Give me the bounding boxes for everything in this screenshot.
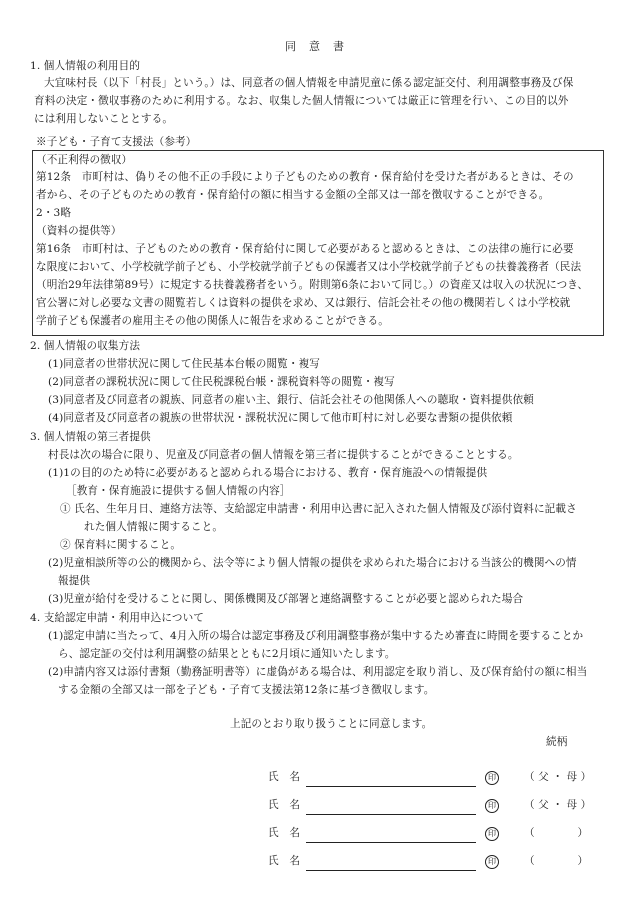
seal-mark-icon: 印 bbox=[485, 855, 499, 869]
reference-line: （不正利得の徴収） bbox=[36, 154, 133, 166]
reference-line: 者から、その子どものための教育・保育給付の額に相当する金額の全部又は一部を徴収することができる。 bbox=[36, 189, 550, 201]
reference-line: 学前子ども保護者の雇用主その他の関係人に報告を求めることができる。 bbox=[36, 315, 389, 327]
third-party-item: 報提供 bbox=[58, 575, 91, 587]
third-party-subitem: れた個人情報に関すること。 bbox=[84, 521, 224, 533]
signature-line[interactable] bbox=[306, 870, 476, 871]
reference-line: 2・3略 bbox=[36, 207, 72, 219]
reference-line: （資料の提供等） bbox=[36, 225, 122, 237]
reference-line: （明治29年法律第89号）に規定する扶養義務者をいう。附則第6条において同じ。）の資産又は収入の状況につき、 bbox=[36, 279, 589, 291]
collection-method-item: (3)同意者及び同意者の親族、同意者の雇い主、銀行、信託会社その他関係人への聴取・資料提供依頼 bbox=[48, 394, 534, 406]
application-note-line: する金額の全部又は一部を子ども・子育て支援法第12条に基づき徴収します。 bbox=[58, 684, 435, 696]
application-note-line: ら、認定証の交付は利用調整の結果とともに2月頃に通知いたします。 bbox=[58, 648, 396, 660]
signature-name-label: 氏 名 bbox=[268, 855, 301, 867]
section-1-text-line: 大宜味村長（以下「村長」という。）は、同意者の個人情報を申請児童に係る認定証交付、利用調整事務及び保 bbox=[44, 77, 574, 89]
seal-mark-icon: 印 bbox=[485, 771, 499, 785]
seal-mark-icon: 印 bbox=[485, 827, 499, 841]
third-party-item: (2)児童相談所等の公的機関から、法令等により個人情報の提供を求められた場合における当該公的機関への情 bbox=[48, 557, 577, 569]
signature-name-label: 氏 名 bbox=[268, 799, 301, 811]
signature-line[interactable] bbox=[306, 842, 476, 843]
signature-name-label: 氏 名 bbox=[268, 827, 301, 839]
third-party-subitem: ① 氏名、生年月日、連絡方法等、支給認定申請書・利用申込書に記入された個人情報及び添付資料に記載さ bbox=[60, 503, 577, 515]
section-3-intro: 村長は次の場合に限り、児童及び同意者の個人情報を第三者に提供することができることとする。 bbox=[48, 449, 519, 461]
relation-blank[interactable]: （ ） bbox=[524, 827, 589, 839]
document-title: 同 意 書 bbox=[285, 40, 345, 53]
collection-method-item: (4)同意者及び同意者の親族の世帯状況・課税状況に関して他市町村に対し必要な書類の提供依頼 bbox=[48, 412, 513, 424]
reference-line: 第16条 市町村は、子どものための教育・保育給付に関して必要があると認めるときは、この法律の施行に必要 bbox=[36, 243, 574, 255]
relation-parent-choice[interactable]: （ 父 ・ 母 ） bbox=[524, 771, 592, 783]
third-party-subitem: ② 保育料に関すること。 bbox=[60, 539, 182, 551]
reference-line: 官公署に対し必要な文書の閲覧若しくは資料の提供を求め、又は銀行、信託会社その他の機関若しくは小学校就 bbox=[36, 297, 571, 309]
relation-blank[interactable]: （ ） bbox=[524, 855, 589, 867]
section-1-heading: 1. 個人情報の利用目的 bbox=[30, 60, 141, 72]
application-note-line: (1)認定申請に当たって、4月入所の場合は認定事務及び利用調整事務が集中するため審査に時間を要することか bbox=[48, 630, 584, 642]
consent-statement: 上記のとおり取り扱うことに同意します。 bbox=[230, 718, 433, 730]
application-note-line: (2)申請内容又は添付書類（勤務証明書等）に虚偽がある場合は、利用認定を取り消し、及び保育給付の額に相当 bbox=[48, 666, 588, 678]
signature-line[interactable] bbox=[306, 786, 476, 787]
section-2-heading: 2. 個人情報の収集方法 bbox=[30, 340, 141, 352]
third-party-item: (1)1の目的のため特に必要があると認められる場合における、教育・保育施設への情報提供 bbox=[48, 467, 488, 479]
seal-mark-icon: 印 bbox=[485, 799, 499, 813]
relation-header: 続柄 bbox=[546, 736, 568, 748]
collection-method-item: (2)同意者の課税状況に関して住民税課税台帳・課税資料等の閲覧・複写 bbox=[48, 376, 395, 388]
third-party-item: (3)児童が給付を受けることに関し、関係機関及び部署と連絡調整することが必要と認められた場合 bbox=[48, 593, 524, 605]
collection-method-item: (1)同意者の世帯状況に関して住民基本台帳の閲覧・複写 bbox=[48, 358, 320, 370]
reference-line: ※子ども・子育て支援法（参考） bbox=[36, 136, 197, 148]
section-1-text-line: には利用しないこととする。 bbox=[34, 113, 174, 125]
section-1-text-line: 育料の決定・徴収事務のために利用する。なお、収集した個人情報については厳正に管理を行い、この目的以外 bbox=[34, 95, 569, 107]
signature-line[interactable] bbox=[306, 814, 476, 815]
third-party-subheading: ［教育・保育施設に提供する個人情報の内容］ bbox=[66, 485, 291, 497]
signature-name-label: 氏 名 bbox=[268, 771, 301, 783]
reference-line: 第12条 市町村は、偽りその他不正の手段により子どものための教育・保育給付を受けた者があるときは、その bbox=[36, 171, 574, 183]
section-3-heading: 3. 個人情報の第三者提供 bbox=[30, 431, 151, 443]
reference-line: な限度において、小学校就学前子ども、小学校就学前子どもの保護者又は小学校就学前子どもの扶養義務者（民法 bbox=[36, 261, 582, 273]
relation-parent-choice[interactable]: （ 父 ・ 母 ） bbox=[524, 799, 592, 811]
section-4-heading: 4. 支給認定申請・利用申込について bbox=[30, 612, 204, 624]
